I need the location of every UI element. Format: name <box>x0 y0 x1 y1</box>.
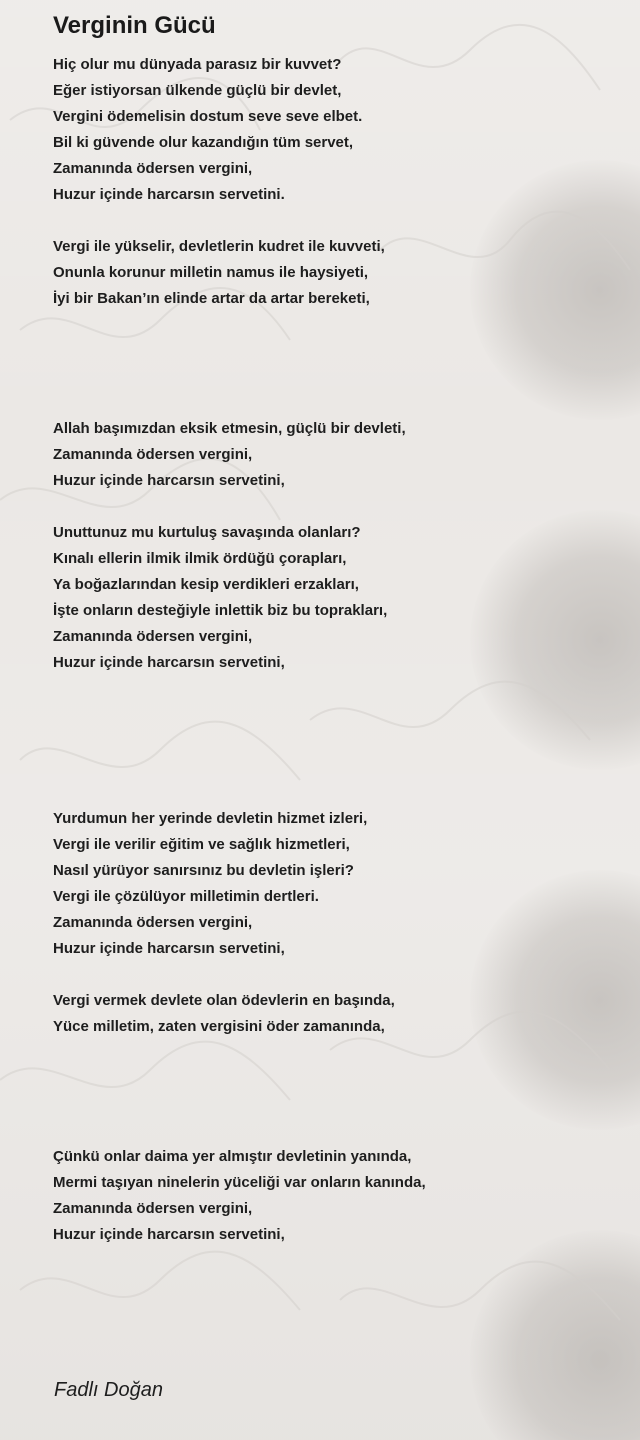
poem-line: Bil ki güvende olur kazandığın tüm servet, <box>53 134 354 151</box>
poem-line: Allah başımızdan eksik etmesin, güçlü bir devleti, <box>53 420 406 437</box>
poem-line: Zamanında ödersen vergini, <box>53 628 253 645</box>
poem-line: Vergi ile verilir eğitim ve sağlık hizmetleri, <box>53 836 350 853</box>
poem-line: Kınalı ellerin ilmik ilmik ördüğü çorapları, <box>53 550 347 567</box>
poem-line: Vergi ile çözülüyor milletimin dertleri. <box>53 888 319 905</box>
poem-line: Vergini ödemelisin dostum seve seve elbet. <box>53 108 363 125</box>
stanza-gap <box>53 962 613 988</box>
poem-line: Zamanında ödersen vergini, <box>53 446 253 463</box>
poem-line: Huzur içinde harcarsın servetini. <box>53 186 285 203</box>
poem-line: Mermi taşıyan ninelerin yüceliği var onların kanında, <box>53 1174 426 1191</box>
poem-line: Huzur içinde harcarsın servetini, <box>53 940 285 957</box>
poem-line: Zamanında ödersen vergini, <box>53 914 253 931</box>
poem-title: Verginin Gücü <box>53 12 216 39</box>
stanza <box>53 416 613 494</box>
stanza <box>53 1144 613 1248</box>
poem-line: Vergi ile yükselir, devletlerin kudret ile kuvveti, <box>53 238 385 255</box>
poem-line: Huzur içinde harcarsın servetini, <box>53 654 285 671</box>
poem-line: Ya boğazlarından kesip verdikleri erzakları, <box>53 576 359 593</box>
poem-line: Huzur içinde harcarsın servetini, <box>53 1226 285 1243</box>
poem-body <box>53 52 613 1248</box>
poem-author: Fadlı Doğan <box>54 1379 163 1401</box>
poem-line: İşte onların desteğiyle inlettik biz bu toprakları, <box>53 602 388 619</box>
stanza <box>53 520 613 676</box>
stanza <box>53 52 613 208</box>
stanza-gap <box>53 780 613 806</box>
poem-line: Çünkü onlar daima yer almıştır devletinin yanında, <box>53 1148 412 1165</box>
section-gap <box>53 676 613 754</box>
poem-line: Nasıl yürüyor sanırsınız bu devletin işleri? <box>53 862 354 879</box>
poem-line: Onunla korunur milletin namus ile haysiyeti, <box>53 264 369 281</box>
poem-line: Hiç olur mu dünyada parasız bir kuvvet? <box>53 56 342 73</box>
stanza <box>53 988 613 1040</box>
stanza <box>53 806 613 962</box>
poem-line: Yurdumun her yerinde devletin hizmet izleri, <box>53 810 368 827</box>
section-gap <box>53 1040 613 1118</box>
stanza-gap <box>53 1118 613 1144</box>
stanza-gap <box>53 754 613 780</box>
poem-line: Vergi vermek devlete olan ödevlerin en başında, <box>53 992 395 1009</box>
poem-line: Zamanında ödersen vergini, <box>53 160 253 177</box>
stanza <box>53 234 613 312</box>
poem-line: Yüce milletim, zaten vergisini öder zamanında, <box>53 1018 385 1035</box>
poem-line: Eğer istiyorsan ülkende güçlü bir devlet, <box>53 82 342 99</box>
stanza-gap <box>53 208 613 234</box>
stanza-gap <box>53 390 613 416</box>
section-gap <box>53 312 613 390</box>
poem-line: Unuttunuz mu kurtuluş savaşında olanları? <box>53 524 361 541</box>
poem-line: Huzur içinde harcarsın servetini, <box>53 472 285 489</box>
poem-line: İyi bir Bakan’ın elinde artar da artar bereketi, <box>53 290 370 307</box>
poem-line: Zamanında ödersen vergini, <box>53 1200 253 1217</box>
stanza-gap <box>53 494 613 520</box>
